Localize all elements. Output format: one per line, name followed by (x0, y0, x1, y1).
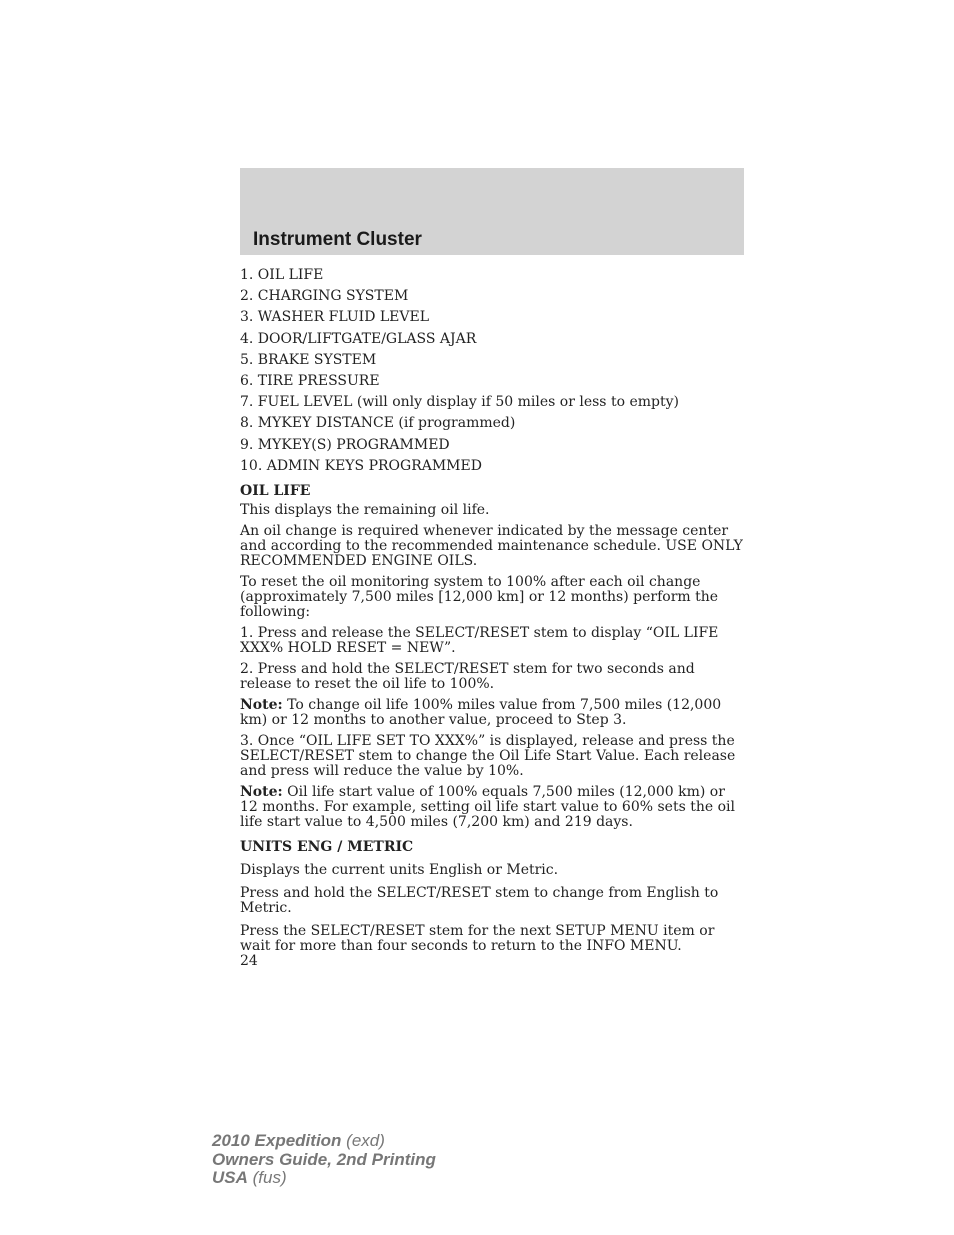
list-item: 6. TIRE PRESSURE (240, 372, 380, 389)
page-content (240, 268, 744, 969)
footer-market: USA (212, 1168, 248, 1187)
list-item: 5. BRAKE SYSTEM (240, 351, 377, 368)
oil-reset-step-2: 2. Press and hold the SELECT/RESET stem for two seconds and release to reset the oil life to 100%. (240, 660, 695, 692)
units-next-item-paragraph: Press the SELECT/RESET stem for the next SETUP MENU item or wait for more than four seconds to return to the INFO MENU. (240, 922, 715, 954)
footer-printing-line: Owners Guide, 2nd Printing (212, 1149, 436, 1169)
page-number: 24 (240, 952, 258, 969)
list-item: 2. CHARGING SYSTEM (240, 288, 409, 305)
footer-model-line (212, 1132, 436, 1151)
units-heading: UNITS ENG / METRIC (240, 838, 414, 855)
oil-change-paragraph: An oil change is required whenever indicated by the message center and according to the recommended maintenance schedule. USE ONLY RECOMMENDED ENGINE OILS. (240, 522, 743, 569)
setup-menu-list (240, 268, 744, 480)
list-item: 4. DOOR/LIFTGATE/GLASS AJAR (240, 330, 477, 347)
list-item: 10. ADMIN KEYS PROGRAMMED (240, 457, 482, 474)
footer-market-line (212, 1169, 436, 1188)
list-item: 3. WASHER FLUID LEVEL (240, 309, 430, 326)
oil-reset-step-1: 1. Press and release the SELECT/RESET stem to display “OIL LIFE XXX% HOLD RESET = NEW”. (240, 624, 719, 656)
footer-model-code: (exd) (341, 1131, 385, 1150)
oil-life-heading: OIL LIFE (240, 482, 311, 499)
note-text: Oil life start value of 100% equals 7,500 miles (12,000 km) or 12 months. For example, setting oil life start value to 60% sets the oil life start value to 4,500 miles (7,200 km) and 219 days. (240, 783, 735, 830)
document-footer (212, 1132, 436, 1188)
note-label: Note: (240, 783, 283, 800)
oil-life-description: This displays the remaining oil life. (240, 501, 490, 518)
oil-note-1 (240, 698, 744, 728)
footer-market-code: (fus) (247, 1168, 287, 1187)
units-description: Displays the current units English or Metric. (240, 861, 559, 878)
list-item: 8. MYKEY DISTANCE (if programmed) (240, 415, 516, 432)
note-label: Note: (240, 696, 283, 713)
note-text: To change oil life 100% miles value from 7,500 miles (12,000 km) or 12 months to another value, proceed to Step 3. (240, 696, 722, 728)
oil-reset-intro: To reset the oil monitoring system to 100% after each oil change (approximately 7,500 miles [12,000 km] or 12 months) perform the following: (240, 573, 719, 620)
list-item: 1. OIL LIFE (240, 267, 324, 283)
footer-model: 2010 Expedition (212, 1131, 342, 1150)
units-change-paragraph: Press and hold the SELECT/RESET stem to change from English to Metric. (240, 884, 719, 916)
oil-note-2 (240, 785, 744, 830)
list-item: 9. MYKEY(S) PROGRAMMED (240, 436, 450, 453)
section-header-band (240, 168, 744, 255)
list-item: 7. FUEL LEVEL (will only display if 50 miles or less to empty) (240, 394, 679, 411)
section-title: Instrument Cluster (253, 229, 422, 250)
oil-reset-step-3: 3. Once “OIL LIFE SET TO XXX%” is displayed, release and press the SELECT/RESET stem to change the Oil Life Start Value. Each release and press will reduce the value by 10%. (240, 732, 736, 779)
